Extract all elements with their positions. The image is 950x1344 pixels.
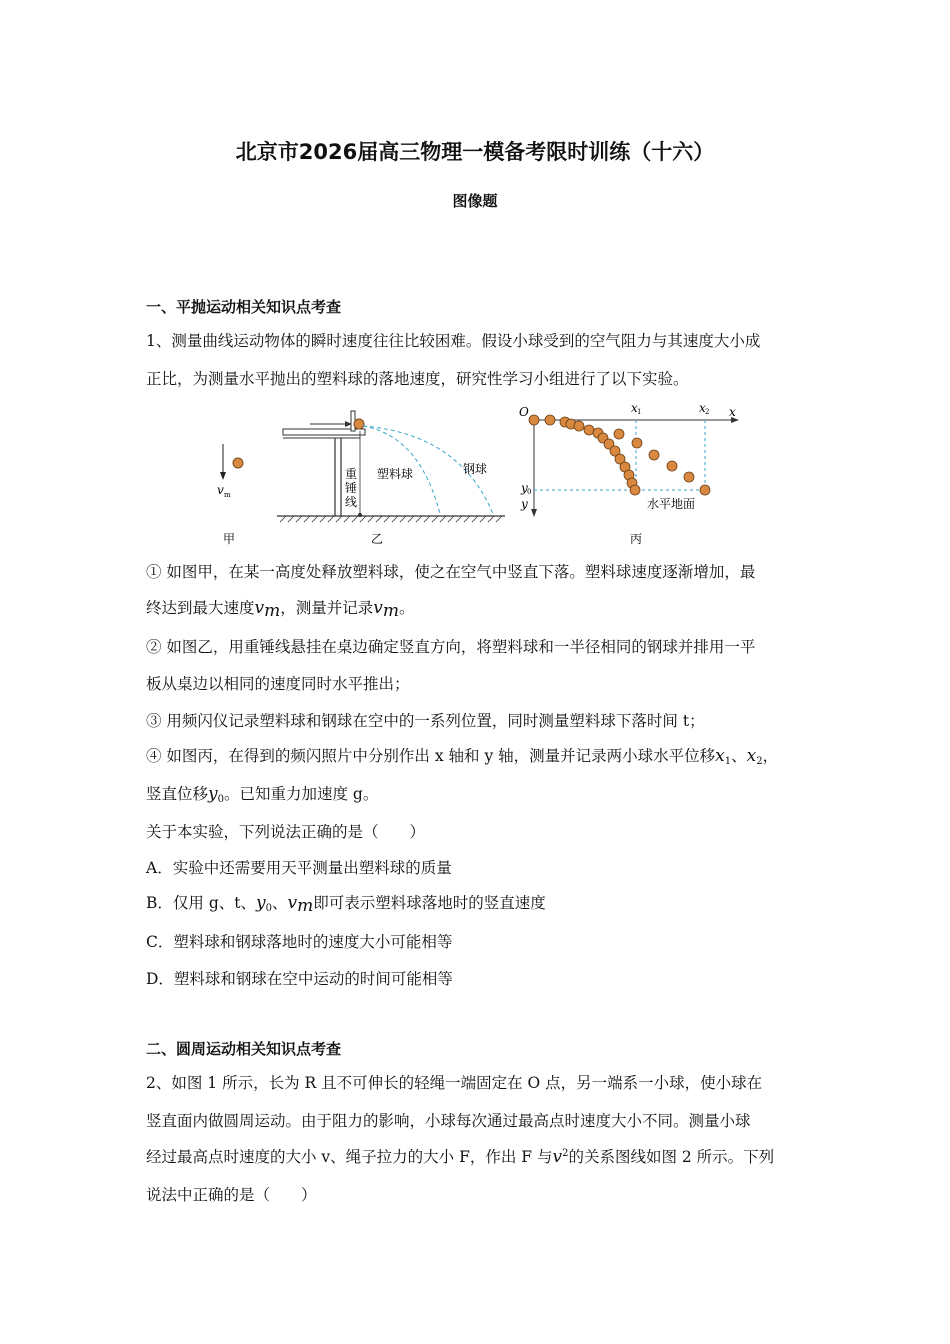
y0-label: y [521, 481, 528, 495]
strobe-balls [529, 415, 710, 495]
figure-jia [217, 444, 243, 546]
page-subtitle: 图像题 [452, 192, 498, 210]
q1-text-line-1: 1、测量曲线运动物体的瞬时速度往往比较困难。假设小球受到的空气阻力与其速度大小成 [146, 332, 761, 350]
q1-option-d: D．塑料球和钢球在空中运动的时间可能相等 [146, 970, 453, 988]
q1-option-a: A．实验中还需要用天平测量出塑料球的质量 [146, 859, 452, 877]
plumb-label-2: 锤 [345, 481, 358, 495]
svg-text:2: 2 [705, 408, 710, 416]
plumb-label-3: 线 [345, 495, 358, 509]
origin-label: O [519, 405, 529, 419]
section-heading-2: 二、圆周运动相关知识点考查 [146, 1040, 342, 1058]
q1-text-line-2: 正比，为测量水平抛出的塑料球的落地速度，研究性学习小组进行了以下实验。 [146, 370, 689, 388]
q1-step-2-line-1: ② 如图乙，用重锤线悬挂在桌边确定竖直方向，将塑料球和一半径相同的钢球并排用一平 [146, 638, 756, 656]
q1-option-b: B．仅用 g、t、$y_0$、$v_m$即可表示塑料球落地时的竖直速度 [146, 893, 546, 916]
section-heading-1: 一、平抛运动相关知识点考查 [146, 298, 342, 316]
vm-label: v [217, 483, 224, 497]
q2-text-line-3: 经过最高点时速度的大小 v、绳子拉力的大小 F，作出 F 与$v^2$的关系图线如图 2 所示。下列 [146, 1147, 775, 1167]
steel-label: 钢球 [463, 462, 488, 476]
x1-label: x [631, 401, 638, 415]
ball-on-table [354, 419, 364, 429]
q1-step-1-line-1: ① 如图甲，在某一高度处释放塑料球，使之在空气中竖直下落。塑料球速度逐渐增加，最 [146, 563, 756, 581]
q1-question: 关于本实验，下列说法正确的是（ ） [146, 823, 426, 841]
ground-label: 水平地面 [647, 497, 696, 511]
q1-step-4-line-1: ④ 如图丙，在得到的频闪照片中分别作出 x 轴和 y 轴，测量并记录两小球水平位移$x_1$、$x_2$， [146, 746, 779, 767]
label-yi: 乙 [371, 532, 384, 546]
q2-text-line-1: 2、如图 1 所示，长为 R 且不可伸长的轻绳一端固定在 O 点，另一端系一小球，使小球在 [146, 1074, 763, 1092]
experiment-figure [205, 396, 765, 551]
q2-text-line-2: 竖直面内做圆周运动。由于阻力的影响，小球每次通过最高点时速度大小不同。测量小球 [146, 1112, 751, 1130]
plastic-ball-falling [233, 458, 243, 468]
y-axis-label: y [521, 497, 528, 511]
x2-label: x [699, 401, 706, 415]
label-jia: 甲 [223, 532, 236, 546]
q2-text-line-4: 说法中正确的是（ ） [146, 1186, 317, 1204]
svg-text:0: 0 [527, 488, 532, 496]
svg-text:m: m [224, 491, 231, 499]
plastic-label: 塑料球 [377, 467, 414, 481]
q1-step-1-line-2: 终达到最大速度$v_m$，测量并记录$v_m$。 [146, 598, 415, 621]
q1-step-3: ③ 用频闪仪记录塑料球和钢球在空中的一系列位置，同时测量塑料球下落时间 t； [146, 712, 705, 730]
page-title: 北京市2026届高三物理一模备考限时训练（十六） [235, 140, 715, 164]
plumb-label-1: 重 [345, 467, 358, 481]
svg-text:1: 1 [637, 408, 642, 416]
figure-bing [519, 401, 739, 546]
figure-yi [277, 411, 505, 546]
label-bing: 丙 [630, 532, 643, 546]
x-axis-label: x [729, 405, 736, 419]
q1-step-2-line-2: 板从桌边以相同的速度同时水平推出； [146, 675, 410, 693]
q1-step-4-line-2: 竖直位移$y_0$。已知重力加速度 g。 [146, 784, 379, 805]
q1-option-c: C．塑料球和钢球落地时的速度大小可能相等 [146, 933, 453, 951]
